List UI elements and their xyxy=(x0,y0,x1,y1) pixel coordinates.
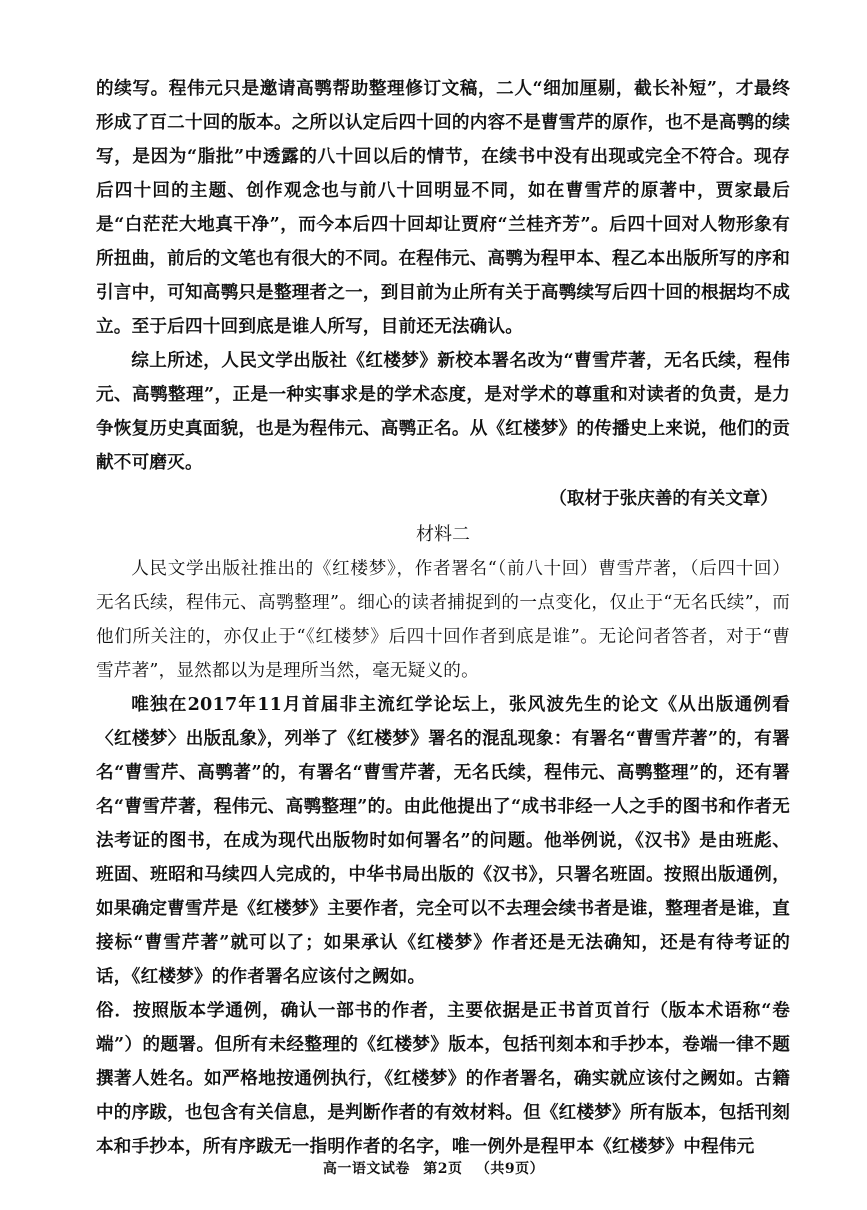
paragraph-conclusion: 综上所述，人民文学出版社《红楼梦》新校本署名改为“曹雪芹著，无名氏续，程伟元、高鹗整理”，正是一种实事求是的学术态度，是对学术的尊重和对读者的负责，是力争恢复历史真面貌，也是为程伟元、高鹗正名。从《红楼梦》的传播史上来说，他们的贡献不可磨灭。 xyxy=(96,350,790,473)
footer-exam-name: 高一语文试卷 xyxy=(322,1161,410,1177)
paragraph-continuation: 的续写。程伟元只是邀请高鹗帮助整理修订文稿，二人“细加厘剔，截长补短”，才最终形成了百二十回的版本。之所以认定后四十回的内容不是曹雪芹的原作，也不是高鹗的续写，是因为“脂批”中透露的八十回以后的情节，在续书中没有出现或完全不符合。现存后四十回的主题、创作观念也与前八十回明显不同，如在曹雪芹的原著中，贾家最后是“白茫茫大地真干净”，而今本后四十回却让贾府“兰桂齐芳”。后四十回对人物形象有所扭曲，前后的文笔也有很大的不同。在程伟元、高鹗为程甲本、程乙本出版所写的序和引言中，可知高鹗只是整理者之一，到目前为止所有关于高鹗续写后四十回的根据均不成立。至于后四十回到底是谁人所写，目前还无法确认。 xyxy=(96,78,790,337)
page-footer xyxy=(0,1158,867,1178)
section-title-material-2: 材料二 xyxy=(416,524,470,545)
source-note: （取材于张庆善的有关文章） xyxy=(549,488,778,509)
paragraph-material2-version: 俗．按照版本学通例，确认一部书的作者，主要依据是正书首页首行（版本术语称“卷端”）的题署。但所有未经整理的《红楼梦》版本，包括刊刻本和手抄本，卷端一律不题撰著人姓名。如严格地按通例执行，《红楼梦》的作者署名，确实就应该付之阙如。古籍中的序跋，也包含有关信息，是判断作者的有效材料。但《红楼梦》所有版本，包括刊刻本和手抄本，所有序跋无一指明作者的名字，唯一例外是程甲本《红楼梦》中程伟元 xyxy=(96,1000,790,1157)
footer-page-number: 第2页 xyxy=(423,1161,463,1177)
paragraph-material2-forum: 唯独在2017年11月首届非主流红学论坛上，张风波先生的论文《从出版通例看〈红楼梦〉出版乱象》，列举了《红楼梦》署名的混乱现象：有署名“曹雪芹著”的，有署名“曹雪芹、高鹗著”的，有署名“曹雪芹著，无名氏续，程伟元、高鹗整理”的，还有署名“曹雪芹著，程伟元、高鹗整理”的。由此他提出了“成书非经一人之手的图书和作者无法考证的图书，在成为现代出版物时如何署名”的问题。他举例说，《汉书》是由班彪、班固、班昭和马续四人完成的，中华书局出版的《汉书》，只署名班固。按照出版通例，如果确定曹雪芹是《红楼梦》主要作者，完全可以不去理会续书者是谁，整理者是谁，直接标“曹雪芹著”就可以了；如果承认《红楼梦》作者还是无法确知，还是有待考证的话，《红楼梦》的作者署名应该付之阙如。 xyxy=(96,694,790,987)
document-body xyxy=(96,72,790,1164)
paragraph-material2-intro: 人民文学出版社推出的《红楼梦》，作者署名“（前八十回）曹雪芹著，（后四十回）无名氏续，程伟元、高鹗整理”。细心的读者捕捉到的一点变化，仅止于“无名氏续”，而他们所关注的，亦仅止于“《红楼梦》后四十回作者到底是谁”。无论问者答者，对于“曹雪芹著”，显然都以为是理所当然，毫无疑义的。 xyxy=(96,559,790,681)
footer-total-pages: （共9页） xyxy=(475,1161,545,1177)
